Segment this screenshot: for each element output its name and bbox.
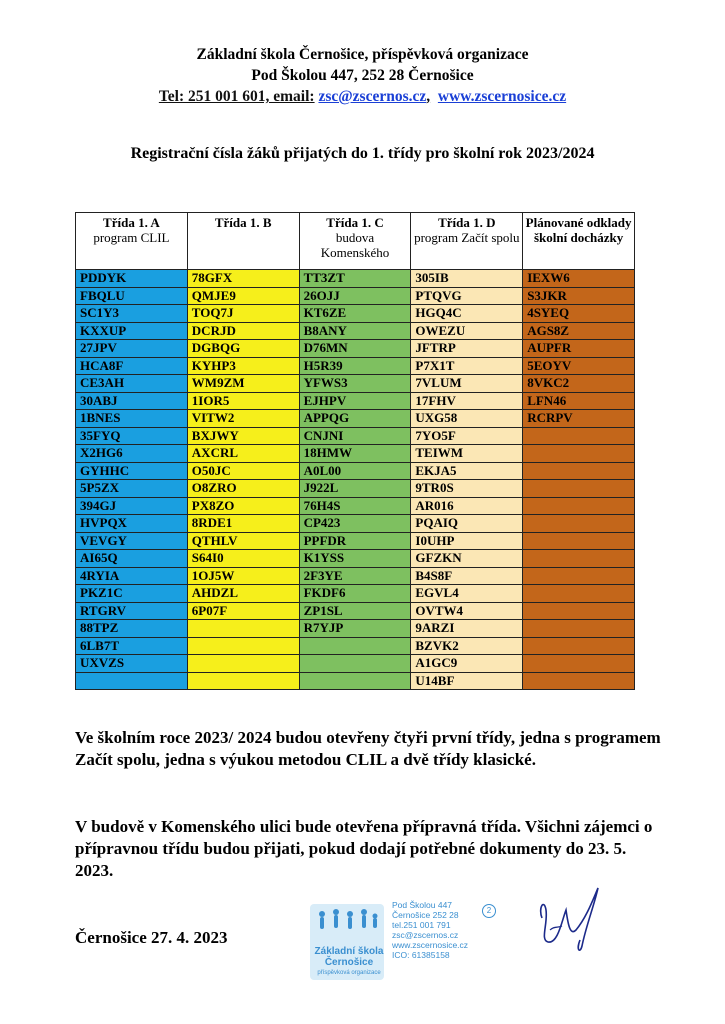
table-row [76,287,635,305]
registration-code: AI65Q [76,550,188,568]
registration-code: A1GC9 [411,655,523,673]
document-title: Registrační čísla žáků přijatých do 1. třídy pro školní rok 2023/2024 [130,145,595,162]
school-contact: Tel: 251 001 601, email: zsc@zscernos.cz, www.zscernosice.cz [158,88,567,105]
info-paragraph-prep-class: V budově v Komenského ulici bude otevřena přípravná třída. Všichni zájemci o přípravnou třídu budou přijati, pokud dodají potřebné dokumenty do 23. 5. 2023. [75,817,653,880]
registration-code: AXCRL [187,445,299,463]
registration-code: 5P5ZX [76,480,188,498]
registration-code: 5EOYV [523,357,635,375]
registration-code: A0L00 [299,462,411,480]
registration-code: 6P07F [187,602,299,620]
registration-code: RTGRV [76,602,188,620]
registration-code: 76H4S [299,497,411,515]
registration-code: AR016 [411,497,523,515]
registration-code: OWEZU [411,322,523,340]
school-phone: Tel: 251 001 601, email: [158,88,315,105]
registration-code: UXVZS [76,655,188,673]
table-row [76,357,635,375]
stamp-line: Černošice 252 28 [392,910,459,920]
signature-image [528,880,618,960]
children-silhouette-icon [310,904,384,944]
table-row [76,655,635,673]
registration-code: FKDF6 [299,585,411,603]
registration-code [523,637,635,655]
column-header [411,213,523,270]
stamp-line: Pod Školou 447 [392,900,453,910]
registration-code: CE3AH [76,375,188,393]
registration-code: B8ANY [299,322,411,340]
registration-code: B4S8F [411,567,523,585]
table-row [76,392,635,410]
registration-code: 26OJJ [299,287,411,305]
registration-code: S64I0 [187,550,299,568]
registration-code: DGBQG [187,340,299,358]
registration-code [523,532,635,550]
registration-code: 17FHV [411,392,523,410]
registration-code: RCRPV [523,410,635,428]
registration-code [523,655,635,673]
registration-code: S3JKR [523,287,635,305]
table-row [76,497,635,515]
registration-code: HVPQX [76,515,188,533]
registration-code: OVTW4 [411,602,523,620]
registration-code: JFTRP [411,340,523,358]
registration-code: BXJWY [187,427,299,445]
registration-code: BZVK2 [411,637,523,655]
registration-code: YFWS3 [299,375,411,393]
registration-code: PTQVG [411,287,523,305]
column-header-title: Třída 1. B [214,215,272,230]
registration-code: TT3ZT [299,270,411,288]
school-email-link[interactable]: zsc@zscernos.cz [318,88,427,105]
registration-code: 30ABJ [76,392,188,410]
table-row [76,672,635,690]
table-row [76,410,635,428]
registration-code: I0UHP [411,532,523,550]
table-row [76,532,635,550]
registration-code: PX8ZO [187,497,299,515]
registration-code [187,672,299,690]
registration-code: CP423 [299,515,411,533]
registration-code [523,497,635,515]
registration-code: 78GFX [187,270,299,288]
column-header [299,213,411,270]
table-row [76,515,635,533]
registration-code [299,672,411,690]
column-header [76,213,188,270]
registration-code [299,637,411,655]
registration-code [523,480,635,498]
stamp-address [392,900,468,960]
table-row [76,322,635,340]
registration-code: 8VKC2 [523,375,635,393]
registration-code: 2F3YE [299,567,411,585]
table-row [76,305,635,323]
school-stamp [310,900,510,990]
table-row [76,567,635,585]
registration-code: GYHHC [76,462,188,480]
table-row [76,270,635,288]
table-row [76,620,635,638]
table-row [76,480,635,498]
registration-code: 8RDE1 [187,515,299,533]
table-row [76,602,635,620]
registration-code: UXG58 [411,410,523,428]
registration-code: J922L [299,480,411,498]
registration-code: PKZ1C [76,585,188,603]
registration-code: 7YO5F [411,427,523,445]
registration-code: KXXUP [76,322,188,340]
table-row [76,550,635,568]
table-row [76,375,635,393]
registration-code: 9TR0S [411,480,523,498]
registration-code: EGVL4 [411,585,523,603]
registration-code: P7X1T [411,357,523,375]
registration-code: KYHP3 [187,357,299,375]
registration-code: O50JC [187,462,299,480]
registration-code: O8ZRO [187,480,299,498]
registration-code [187,655,299,673]
registration-code [523,567,635,585]
registration-code: 4RYIA [76,567,188,585]
column-header-subtitle: program Začít spolu [414,230,520,245]
registration-code: H5R39 [299,357,411,375]
registration-code: K1YSS [299,550,411,568]
registration-code [187,620,299,638]
registration-code: WM9ZM [187,375,299,393]
stamp-logo-sub: příspěvková organizace [317,970,381,976]
registration-code [76,672,188,690]
registration-code: 394GJ [76,497,188,515]
registration-code: ZP1SL [299,602,411,620]
registration-code: 1BNES [76,410,188,428]
registration-code [523,602,635,620]
registration-code: AHDZL [187,585,299,603]
school-web-link[interactable]: www.zscernosice.cz [437,88,567,105]
registration-code: 9ARZI [411,620,523,638]
registration-code: 1IOR5 [187,392,299,410]
column-header-title: Třída 1. D [438,215,496,230]
registration-code [523,445,635,463]
registration-code: GFZKN [411,550,523,568]
registration-code: AGS8Z [523,322,635,340]
column-header-title: Plánované odklady školní docházky [525,215,632,245]
registration-code: 6LB7T [76,637,188,655]
registration-code: TEIWM [411,445,523,463]
stamp-line: www.zscernosice.cz [392,940,469,950]
table-row [76,427,635,445]
registration-code [187,637,299,655]
stamp-number: 2 [482,904,496,918]
registration-code: PDDYK [76,270,188,288]
school-address: Pod Školou 447, 252 28 Černošice [251,67,474,84]
stamp-line: ICO: 61385158 [392,950,450,960]
registration-code: 7VLUM [411,375,523,393]
registration-code: AUPFR [523,340,635,358]
registration-code: DCRJD [187,322,299,340]
registration-code: SC1Y3 [76,305,188,323]
registration-code [523,550,635,568]
school-name: Základní škola Černošice, příspěvková organizace [196,46,529,63]
table-row [76,585,635,603]
table-row [76,445,635,463]
info-paragraph-classes: Ve školním roce 2023/ 2024 budou otevřeny čtyři první třídy, jedna s programem Začít spolu, jedna s výukou metodou CLIL a dvě třídy klasické. [75,728,661,769]
registration-code: 35FYQ [76,427,188,445]
stamp-line: tel.251 001 791 [392,920,451,930]
column-header-title: Třída 1. C [326,215,384,230]
school-logo [310,904,384,980]
registration-table [75,212,635,690]
registration-code [523,462,635,480]
registration-code: FBQLU [76,287,188,305]
document-date: Černošice 27. 4. 2023 [75,928,228,947]
registration-code: IEXW6 [523,270,635,288]
registration-code: U14BF [411,672,523,690]
school-header [0,44,725,107]
registration-code: APPQG [299,410,411,428]
registration-code: KT6ZE [299,305,411,323]
stamp-line: zsc@zscernos.cz [392,930,459,940]
registration-code [523,672,635,690]
registration-code: X2HG6 [76,445,188,463]
column-header [187,213,299,270]
registration-code [523,585,635,603]
registration-code: VITW2 [187,410,299,428]
registration-code: EJHPV [299,392,411,410]
registration-code: HGQ4C [411,305,523,323]
registration-code [523,427,635,445]
registration-code [523,620,635,638]
registration-code: D76MN [299,340,411,358]
column-header [523,213,635,270]
registration-code: EKJA5 [411,462,523,480]
registration-code: R7YJP [299,620,411,638]
registration-code: 305IB [411,270,523,288]
table-row [76,637,635,655]
registration-code: QMJE9 [187,287,299,305]
registration-code: PPFDR [299,532,411,550]
registration-code: QTHLV [187,532,299,550]
registration-code: PQAIQ [411,515,523,533]
registration-code: LFN46 [523,392,635,410]
registration-code: TOQ7J [187,305,299,323]
table-row [76,462,635,480]
registration-code: 88TPZ [76,620,188,638]
registration-code [299,655,411,673]
registration-code: 18HMW [299,445,411,463]
stamp-logo-text: Základní škola Černošice [314,946,384,968]
table-header-row [76,213,635,270]
registration-code: HCA8F [76,357,188,375]
registration-code: VEVGY [76,532,188,550]
registration-code: CNJNI [299,427,411,445]
column-header-subtitle: budova Komenského [320,230,390,260]
table-row [76,340,635,358]
registration-code: 27JPV [76,340,188,358]
column-header-subtitle: program CLIL [93,230,170,245]
registration-code: 1OJ5W [187,567,299,585]
column-header-title: Třída 1. A [103,215,160,230]
registration-code [523,515,635,533]
registration-code: 4SYEQ [523,305,635,323]
